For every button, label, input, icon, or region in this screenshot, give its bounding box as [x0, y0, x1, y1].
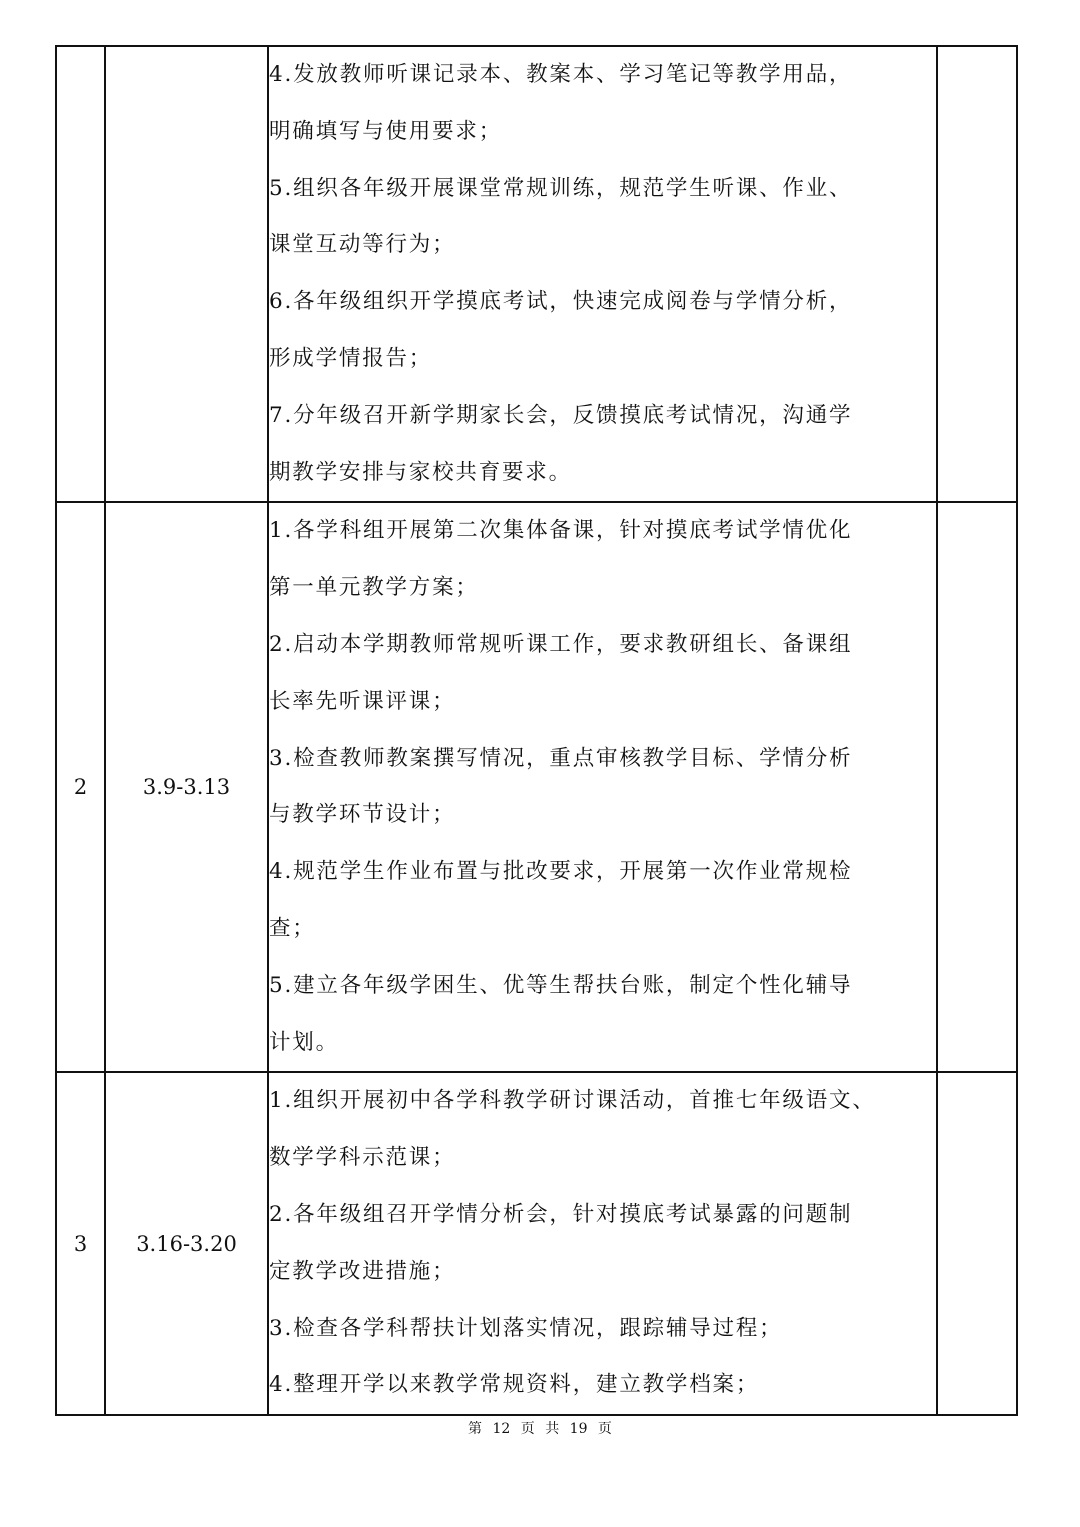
date-range-cell: 3.9-3.13 — [105, 502, 268, 1072]
schedule-rows — [56, 46, 1017, 1415]
remark-cell — [937, 502, 1017, 1072]
content-line: 3.检查各学科帮扶计划落实情况，跟踪辅导过程； — [269, 1315, 783, 1341]
work-content-cell — [268, 502, 937, 1072]
content-line: 期教学安排与家校共育要求。 — [269, 459, 572, 485]
table-row — [56, 502, 1017, 1072]
remark-cell — [937, 1072, 1017, 1415]
content-line: 1.各学科组开展第二次集体备课，针对摸底考试学情优化 — [269, 518, 853, 544]
content-line: 4.整理开学以来教学常规资料，建立教学档案； — [269, 1372, 760, 1398]
content-line: 1.组织开展初中各学科教学研讨课活动，首推七年级语文、 — [269, 1088, 876, 1114]
content-line: 课堂互动等行为； — [269, 232, 456, 258]
table-row — [56, 1072, 1017, 1415]
schedule-table — [55, 45, 1018, 1416]
content-line: 与教学环节设计； — [269, 802, 456, 828]
content-line: 6.各年级组织开学摸底考试，快速完成阅卷与学情分析， — [269, 289, 853, 315]
content-line: 明确填写与使用要求； — [269, 118, 503, 144]
week-number-cell — [56, 46, 105, 502]
work-content-cell — [268, 1072, 937, 1415]
content-line: 2.启动本学期教师常规听课工作，要求教研组长、备课组 — [269, 631, 853, 657]
date-range-cell: 3.16-3.20 — [105, 1072, 268, 1415]
content-line: 计划。 — [269, 1029, 339, 1055]
content-line: 数学学科示范课； — [269, 1145, 456, 1171]
page-footer: 第 12 页 共 19 页 — [468, 1421, 612, 1437]
table-row — [56, 46, 1017, 502]
content-line: 长率先听课评课； — [269, 688, 456, 714]
date-range-cell — [105, 46, 268, 502]
content-line: 查； — [269, 915, 316, 941]
content-line: 4.规范学生作业布置与批改要求，开展第一次作业常规检 — [269, 859, 853, 885]
content-line: 4.发放教师听课记录本、教案本、学习笔记等教学用品， — [269, 62, 853, 87]
content-line: 2.各年级组召开学情分析会，针对摸底考试暴露的问题制 — [269, 1201, 853, 1227]
week-number-cell: 2 — [56, 502, 105, 1072]
content-line: 5.组织各年级开展课堂常规训练，规范学生听课、作业、 — [269, 175, 853, 201]
content-line: 第一单元教学方案； — [269, 575, 479, 601]
content-line: 3.检查教师教案撰写情况，重点审核教学目标、学情分析 — [269, 745, 853, 771]
content-line: 5.建立各年级学困生、优等生帮扶台账，制定个性化辅导 — [269, 972, 853, 998]
content-line: 定教学改进措施； — [269, 1258, 456, 1284]
content-line: 形成学情报告； — [269, 345, 433, 371]
content-line: 7.分年级召开新学期家长会，反馈摸底考试情况，沟通学 — [269, 402, 853, 428]
week-number-cell: 3 — [56, 1072, 105, 1415]
remark-cell — [937, 46, 1017, 502]
work-content-cell — [268, 46, 937, 502]
